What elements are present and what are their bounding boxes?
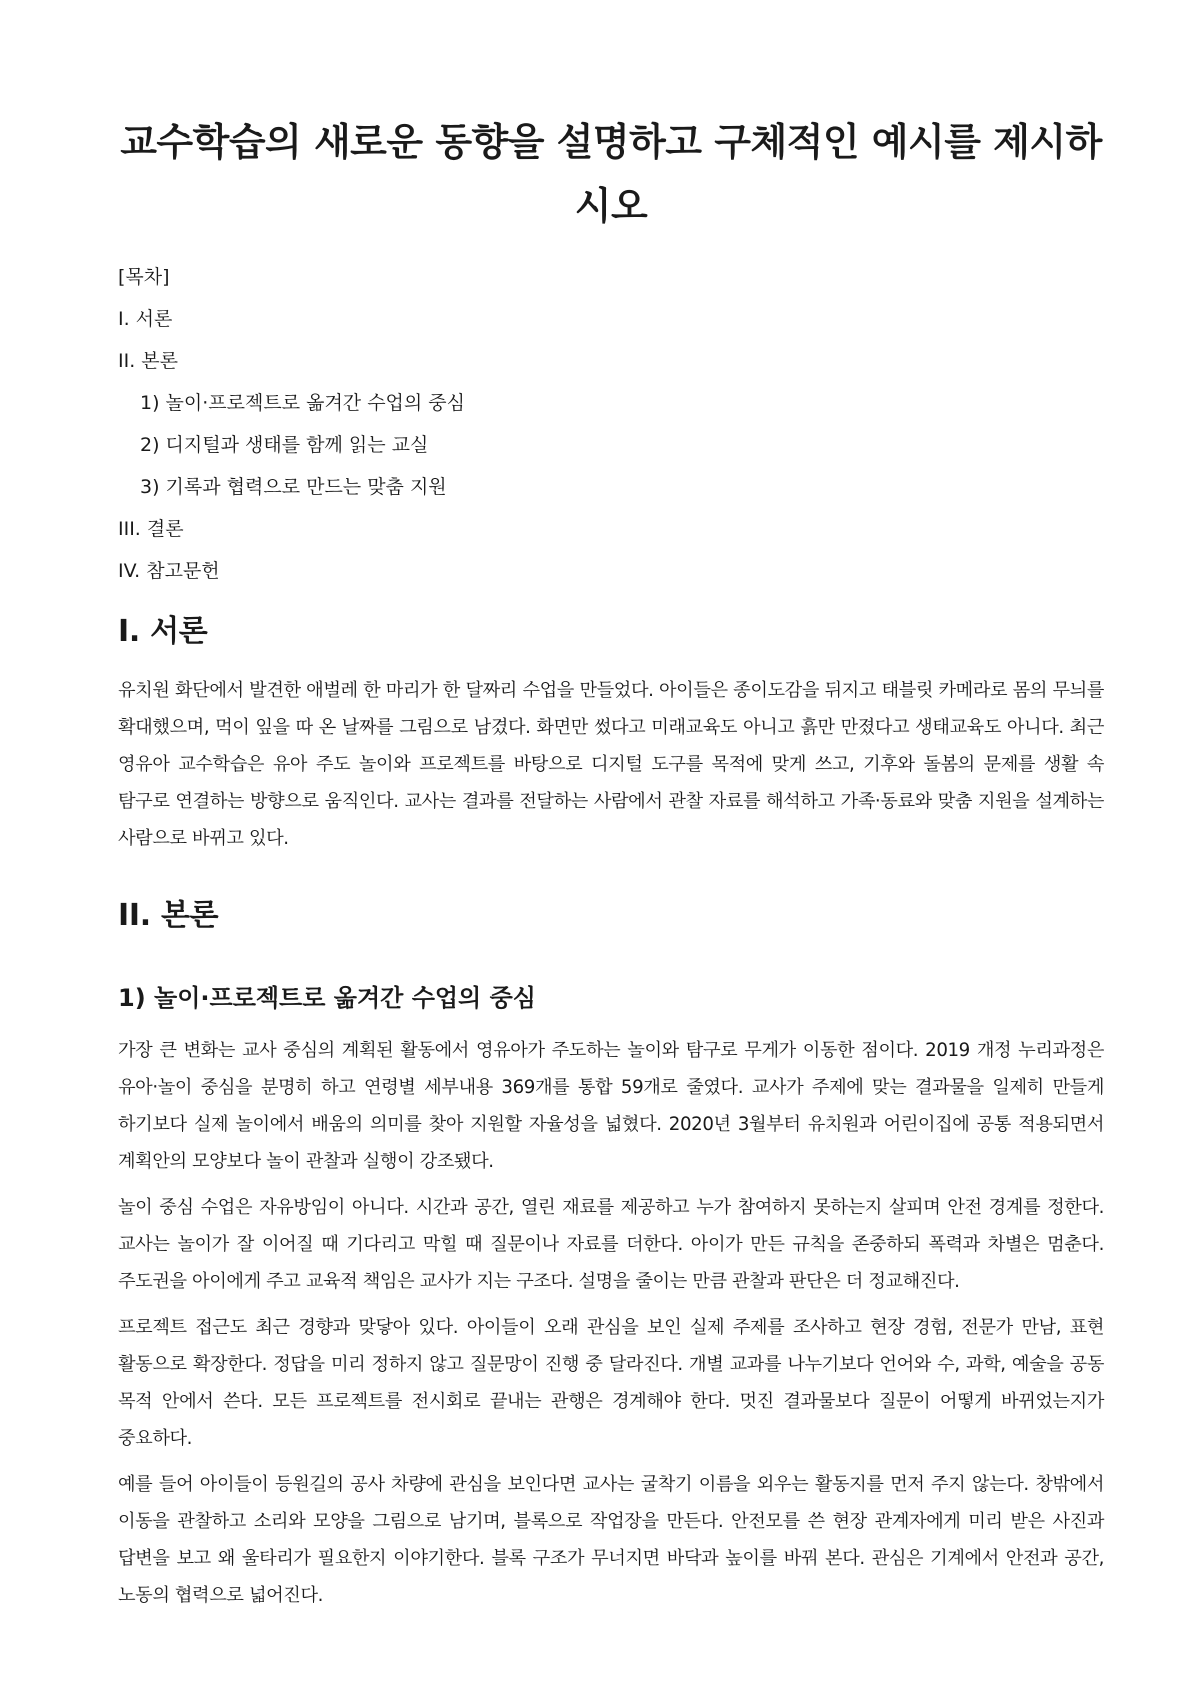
body-paragraph: 프로젝트 접근도 최근 경향과 맞닿아 있다. 아이들이 오래 관심을 보인 실제 주제를 조사하고 현장 경험, 전문가 만남, 표현 활동으로 확장한다. 정답을 미리 정하지 않고 질문망이 진행 중 달라진다. 개별 교과를 나누기보다 언어와 수, 과학, 예술을 공동 목적 안에서 쓴다. 모든 프로젝트를 전시회로 끝내는 관행은 경계해야 한다. 멋진 결과물보다 질문이 어떻게 바뀌었는지가 중요하다.: [118, 1317, 1104, 1449]
section-heading-body: II. 본론: [118, 898, 219, 933]
section-heading-intro: I. 서론: [118, 614, 208, 649]
toc-subitem: 2) 디지털과 생태를 함께 읽는 교실: [140, 434, 429, 456]
toc-item: III. 결론: [118, 518, 184, 540]
subsection-heading-play-project: 1) 놀이·프로젝트로 옮겨간 수업의 중심: [118, 984, 536, 1012]
body-paragraph: 예를 들어 아이들이 등원길의 공사 차량에 관심을 보인다면 교사는 굴착기 이름을 외우는 활동지를 먼저 주지 않는다. 창밖에서 이동을 관찰하고 소리와 모양을 그림으로 남기며, 블록으로 작업장을 만든다. 안전모를 쓴 현장 관계자에게 미리 받은 사진과 답변을 보고 왜 울타리가 필요한지 이야기한다. 블록 구조가 무너지면 바닥과 높이를 바꿔 본다. 관심은 기계에서 안전과 공간, 노동의 협력으로 넓어진다.: [118, 1474, 1104, 1606]
table-of-contents: [118, 256, 1104, 592]
body-paragraph: 놀이 중심 수업은 자유방임이 아니다. 시간과 공간, 열린 재료를 제공하고 누가 참여하지 못하는지 살피며 안전 경계를 정한다. 교사는 놀이가 잘 이어질 때 기다리고 막힐 때 질문이나 자료를 더한다. 아이가 만든 규칙을 존중하되 폭력과 차별은 멈춘다. 주도권을 아이에게 주고 교육적 책임은 교사가 지는 구조다. 설명을 줄이는 만큼 관찰과 판단은 더 정교해진다.: [118, 1197, 1104, 1292]
toc-subitem: 3) 기록과 협력으로 만드는 맞춤 지원: [140, 476, 447, 498]
body-paragraph: 가장 큰 변화는 교사 중심의 계획된 활동에서 영유아가 주도하는 놀이와 탐구로 무게가 이동한 점이다. 2019 개정 누리과정은 유아·놀이 중심을 분명히 하고 연령별 세부내용 369개를 통합 59개로 줄였다. 교사가 주제에 맞는 결과물을 일제히 만들게 하기보다 실제 놀이에서 배움의 의미를 찾아 지원할 자율성을 넓혔다. 2020년 3월부터 유치원과 어린이집에 공통 적용되면서 계획안의 모양보다 놀이 관찰과 실행이 강조됐다.: [118, 1040, 1104, 1172]
toc-item: II. 본론: [118, 350, 178, 372]
toc-item: IV. 참고문헌: [118, 560, 220, 582]
toc-heading: [목차]: [118, 266, 170, 288]
document-title: 교수학습의 새로운 동향을 설명하고 구체적인 예시를 제시하시오: [120, 120, 1102, 228]
toc-subitem: 1) 놀이·프로젝트로 옮겨간 수업의 중심: [140, 392, 466, 414]
intro-paragraph: 유치원 화단에서 발견한 애벌레 한 마리가 한 달짜리 수업을 만들었다. 아이들은 종이도감을 뒤지고 태블릿 카메라로 몸의 무늬를 확대했으며, 먹이 잎을 따 온 날짜를 그림으로 남겼다. 화면만 썼다고 미래교육도 아니고 흙만 만졌다고 생태교육도 아니다. 최근 영유아 교수학습은 유아 주도 놀이와 프로젝트를 바탕으로 디지털 도구를 목적에 맞게 쓰고, 기후와 돌봄의 문제를 생활 속 탐구로 연결하는 방향으로 움직인다. 교사는 결과를 전달하는 사람에서 관찰 자료를 해석하고 가족·동료와 맞춤 지원을 설계하는 사람으로 바뀌고 있다.: [118, 680, 1104, 849]
toc-item: I. 서론: [118, 308, 173, 330]
